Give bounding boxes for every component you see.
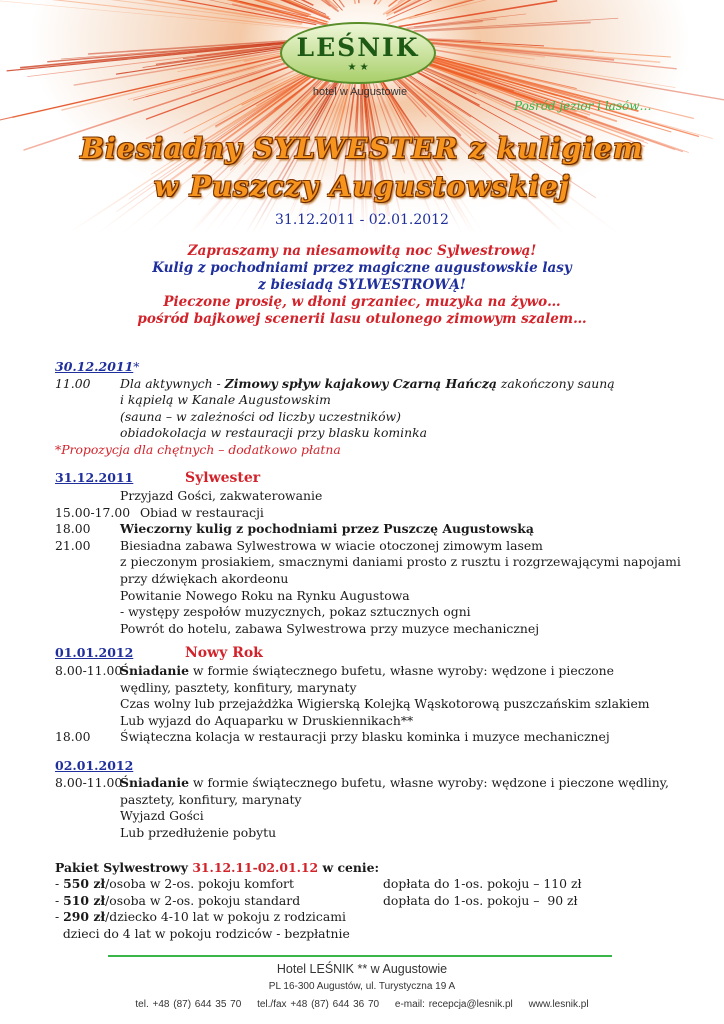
activity-text: Lub wyjazd do Aquaparku w Druskiennikach**	[120, 712, 414, 728]
activity-text: Świąteczna kolacja w restauracji przy blasku kominka i muzyce mechanicznej	[120, 729, 610, 745]
activity-text: i kąpielą w Kanale Augustowskim	[120, 392, 331, 408]
activity-text: obiadokolacja w restauracji przy blasku kominka	[120, 425, 428, 441]
activity-bold: Zimowy spływ kajakowy Czarną Hańczą	[224, 375, 497, 391]
intro-text	[0, 243, 724, 328]
price: 550 zł	[63, 876, 106, 892]
supplement: dopłata do 1-os. pokoju – 110 zł	[383, 876, 582, 892]
package-title: Pakiet Sylwestrowy	[55, 860, 193, 875]
title-line-1: Biesiadny SYLWESTER z kuligiem	[80, 132, 644, 165]
day-date: 01.01.2012	[55, 645, 134, 660]
footer-divider	[108, 955, 612, 957]
activity-text: w formie świątecznego bufetu, własne wyroby: wędzone i pieczone wędliny,	[188, 775, 669, 790]
logo-name: LEŚNIK	[296, 33, 420, 62]
intro-line: Kulig z pochodniami przez magiczne augustowskie lasy	[152, 260, 572, 276]
program-day-3	[55, 645, 695, 746]
footer-fax: tel./fax +48 (87) 644 36 70	[257, 999, 380, 1010]
day-date: 30.12.2011	[55, 359, 134, 374]
logo-stars: ★ ★	[347, 62, 369, 73]
activity-text: w formie świątecznego bufetu, własne wyroby: wędzone i pieczone	[188, 663, 614, 678]
program-day-4	[55, 758, 695, 841]
footer-email[interactable]: e-mail: recepcja@lesnik.pl	[394, 999, 513, 1010]
program-day-2	[55, 470, 695, 637]
activity-bold: Śniadanie	[120, 775, 189, 790]
footer-contacts	[0, 999, 724, 1010]
price: 510 zł	[63, 892, 106, 908]
hotel-logo	[280, 22, 436, 84]
activity-text: z pieczonym prosiakiem, smacznymi daniami prosto z rusztu i rozgrzewającymi napojami	[120, 554, 681, 570]
day-date: 02.01.2012	[55, 758, 134, 773]
day-heading: Nowy Rok	[185, 645, 263, 661]
intro-line: Zapraszamy na niesamowitą noc Sylwestrową!	[187, 243, 537, 259]
note: *Propozycja dla chętnych – dodatkowo płatna	[55, 441, 341, 457]
activity-text: Wyjazd Gości	[120, 808, 204, 824]
footer-website[interactable]: www.lesnik.pl	[528, 999, 589, 1010]
time: 8.00-11.00	[55, 775, 123, 790]
program-day-1	[55, 359, 695, 459]
time: 15.00-17.00	[55, 504, 131, 520]
price-desc: /osoba w 2-os. pokoju komfort	[105, 876, 294, 892]
bullet: -	[55, 892, 64, 908]
footer-address: PL 16-300 Augustów, ul. Turystyczna 19 A	[268, 981, 456, 992]
price-desc: dzieci do 4 lat w pokoju rodziców - bezpłatnie	[55, 925, 350, 941]
price-desc: /osoba w 2-os. pokoju standard	[105, 892, 301, 908]
supplement: dopłata do 1-os. pokoju – 90 zł	[383, 892, 578, 908]
intro-line: pośród bajkowej scenerii lasu otulonego zimowym szalem…	[137, 311, 587, 327]
intro-line: z biesiadą SYLWESTROWĄ!	[258, 277, 466, 293]
package-title-end: w cenie:	[318, 860, 380, 875]
activity-text: Dla aktywnych -	[120, 375, 225, 391]
activity-text: wędliny, pasztety, konfitury, marynaty	[120, 679, 357, 695]
package-dates: 31.12.11-02.01.12	[192, 860, 319, 875]
footer-hotel-name: Hotel LEŚNIK ** w Augustowie	[276, 962, 448, 976]
time: 8.00-11.00	[55, 663, 123, 678]
day-heading: Sylwester	[185, 470, 261, 486]
intro-line: Pieczone prosię, w dłoni grzaniec, muzyka na żywo…	[163, 294, 561, 310]
logo-subtitle: hotel w Augustowie	[312, 86, 408, 98]
footer-phone: tel. +48 (87) 644 35 70	[135, 999, 242, 1010]
activity-text: - występy zespołów muzycznych, pokaz sztucznych ogni	[120, 604, 471, 620]
activity-text: Obiad w restauracji	[140, 504, 264, 520]
activity-text: Biesiadna zabawa Sylwestrowa w wiacie otoczonej zimowym lasem	[120, 537, 543, 553]
activity-bold: Śniadanie	[120, 663, 189, 678]
activity-text: zakończony sauną	[496, 375, 615, 391]
event-dates: 31.12.2011 - 02.01.2012	[275, 212, 449, 228]
title-line-2: w Puszczy Augustowskiej	[153, 170, 571, 203]
price-package	[55, 860, 675, 942]
price: 290 zł	[63, 909, 106, 925]
activity-text: przy dźwiękach akordeonu	[120, 570, 289, 586]
fireworks-header	[0, 0, 724, 245]
activity-text: (sauna – w zależności od liczby uczestników)	[120, 408, 401, 424]
asterisk: *	[133, 359, 140, 374]
time: 18.00	[55, 521, 91, 537]
day-date: 31.12.2011	[55, 470, 134, 485]
activity-text: Czas wolny lub przejażdżka Wigierską Kolejką Wąskotorową puszczańskim szlakiem	[120, 696, 650, 712]
activity-text: Powrót do hotelu, zabawa Sylwestrowa przy muzyce mechanicznej	[120, 620, 540, 636]
time: 18.00	[55, 729, 91, 745]
time: 21.00	[55, 537, 91, 553]
price-desc: /dziecko 4-10 lat w pokoju z rodzicami	[105, 909, 346, 925]
bullet: -	[55, 909, 64, 925]
activity-bold: Wieczorny kulig z pochodniami przez Puszczę Augustowską	[120, 521, 534, 537]
time: 11.00	[55, 375, 91, 391]
activity-text: Powitanie Nowego Roku na Rynku Augustowa	[120, 587, 410, 603]
activity-text: pasztety, konfitury, marynaty	[120, 791, 302, 807]
bullet: -	[55, 876, 64, 892]
tagline: Pośród jezior i lasów…	[514, 99, 652, 113]
activity-text: Przyjazd Gości, zakwaterowanie	[120, 488, 323, 503]
activity-text: Lub przedłużenie pobytu	[120, 824, 277, 840]
